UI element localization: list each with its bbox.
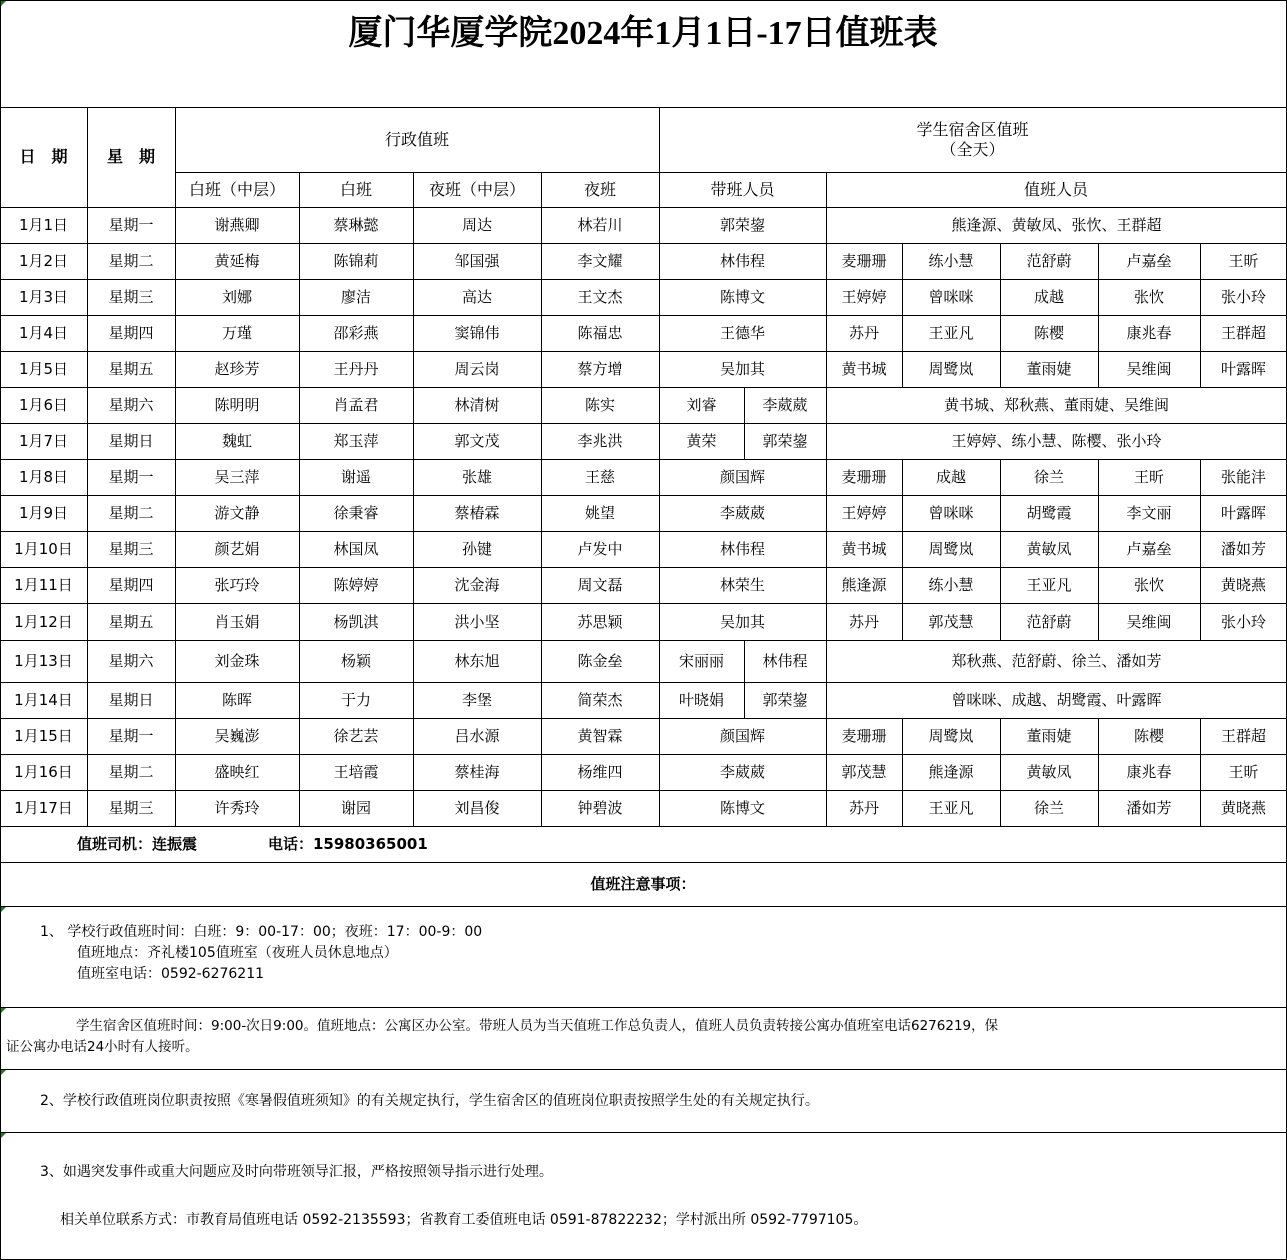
cell-marker	[1, 1008, 6, 1013]
staff-cell: 成越	[1000, 279, 1099, 316]
header-admin-duty: 行政值班	[175, 107, 660, 173]
note-1-line-1: 1、 学校行政值班时间：白班：9：00-17：00；夜班：17：00-9：00	[40, 924, 483, 940]
note-1-line-3: 值班室电话：0592-6276211	[77, 966, 265, 982]
leader-cell: 郭荣鋆	[744, 423, 827, 460]
header-dorm-duty	[659, 107, 1287, 173]
staff-cell: 周鹭岚	[902, 718, 1001, 755]
staff-cell: 吴维闽	[1098, 603, 1201, 641]
day-mid-cell: 游文静	[175, 495, 300, 532]
cell-marker	[1, 1133, 6, 1138]
night-mid-cell: 林东旭	[413, 640, 542, 683]
weekday-cell: 星期三	[87, 790, 176, 827]
day-mid-cell: 陈晖	[175, 682, 300, 719]
day-cell: 廖洁	[299, 279, 414, 316]
driver-name: 值班司机：连振震	[76, 835, 197, 853]
staff-cell: 王亚凡	[902, 790, 1001, 827]
staff-cell: 徐兰	[1000, 459, 1099, 496]
note-item-2	[0, 1069, 1287, 1133]
staff-cell: 郭茂慧	[902, 603, 1001, 641]
note-2-text: 2、学校行政值班岗位职责按照《寒暑假值班须知》的有关规定执行，学生宿舍区的值班岗位职责按照学生处的有关规定执行。	[40, 1093, 819, 1109]
header-weekday: 星 期	[87, 107, 176, 208]
night-mid-cell: 高达	[413, 279, 542, 316]
staff-cell: 胡鹭霞	[1000, 495, 1099, 532]
leader-cell: 黄荣	[659, 423, 745, 460]
staff-cell: 卢嘉垒	[1098, 243, 1201, 280]
day-cell: 徐艺芸	[299, 718, 414, 755]
day-cell: 邵彩燕	[299, 315, 414, 352]
day-mid-cell: 吴三萍	[175, 459, 300, 496]
staff-cell: 康兆春	[1098, 315, 1201, 352]
day-mid-cell: 张巧玲	[175, 567, 300, 604]
leader-cell: 宋丽丽	[659, 640, 745, 683]
night-cell: 陈金垒	[541, 640, 660, 683]
staff-cell: 黄敏凤	[1000, 531, 1099, 568]
weekday-cell: 星期日	[87, 682, 176, 719]
staff-cell: 王昕	[1200, 243, 1287, 280]
night-cell: 卢发中	[541, 531, 660, 568]
staff-cell: 吴维闽	[1098, 351, 1201, 388]
night-mid-cell: 孙键	[413, 531, 542, 568]
header-dorm-duty-title: 学生宿舍区值班	[916, 120, 1029, 140]
staff-cell: 熊逢源	[902, 754, 1001, 791]
date-cell: 1月8日	[0, 459, 88, 496]
day-cell: 蔡琳懿	[299, 207, 414, 244]
leader-cell: 颜国辉	[659, 459, 827, 496]
day-cell: 王培霞	[299, 754, 414, 791]
night-cell: 林若川	[541, 207, 660, 244]
leader-cell: 林伟程	[659, 531, 827, 568]
cell-marker	[1, 1070, 6, 1075]
weekday-cell: 星期一	[87, 207, 176, 244]
day-cell: 陈锦莉	[299, 243, 414, 280]
staff-cell: 叶露晖	[1200, 495, 1287, 532]
night-cell: 李文耀	[541, 243, 660, 280]
night-mid-cell: 刘昌俊	[413, 790, 542, 827]
date-cell: 1月7日	[0, 423, 88, 460]
weekday-cell: 星期一	[87, 459, 176, 496]
date-cell: 1月14日	[0, 682, 88, 719]
day-mid-cell: 魏虹	[175, 423, 300, 460]
staff-cell: 黄晓燕	[1200, 790, 1287, 827]
weekday-cell: 星期三	[87, 531, 176, 568]
staff-cell: 李文丽	[1098, 495, 1201, 532]
staff-cell: 陈樱	[1098, 718, 1201, 755]
day-cell: 徐秉睿	[299, 495, 414, 532]
leader-cell: 林伟程	[659, 243, 827, 280]
contacts-text: 相关单位联系方式：市教育局值班电话 0592-2135593；省教育工委值班电话 0591-87822232；学村派出所 0592-7797105。	[60, 1212, 868, 1228]
weekday-cell: 星期五	[87, 351, 176, 388]
night-cell: 苏思颖	[541, 603, 660, 641]
night-cell: 姚望	[541, 495, 660, 532]
night-mid-cell: 吕水源	[413, 718, 542, 755]
staff-cell: 苏丹	[826, 315, 903, 352]
staff-cell: 康兆春	[1098, 754, 1201, 791]
staff-cell: 曾咪咪、成越、胡鹭霞、叶露晖	[826, 682, 1287, 719]
staff-cell: 练小慧	[902, 243, 1001, 280]
night-cell: 钟碧波	[541, 790, 660, 827]
day-cell: 郑玉萍	[299, 423, 414, 460]
staff-cell: 曾咪咪	[902, 279, 1001, 316]
night-cell: 周文磊	[541, 567, 660, 604]
day-cell: 谢遥	[299, 459, 414, 496]
weekday-cell: 星期四	[87, 567, 176, 604]
date-cell: 1月6日	[0, 387, 88, 424]
night-mid-cell: 张雄	[413, 459, 542, 496]
date-cell: 1月4日	[0, 315, 88, 352]
night-mid-cell: 邹国强	[413, 243, 542, 280]
staff-cell: 王婷婷、练小慧、陈樱、张小玲	[826, 423, 1287, 460]
date-cell: 1月2日	[0, 243, 88, 280]
staff-cell: 陈樱	[1000, 315, 1099, 352]
staff-cell: 熊逢源	[826, 567, 903, 604]
night-mid-cell: 蔡椿霖	[413, 495, 542, 532]
day-mid-cell: 黄延梅	[175, 243, 300, 280]
note-dorm-line-1: 学生宿舍区值班时间：9:00-次日9:00。值班地点：公寓区办公室。带班人员为当天值班工作总负责人，值班人员负责转接公寓办值班室电话6276219，保	[76, 1018, 999, 1034]
staff-cell: 周鹭岚	[902, 351, 1001, 388]
night-mid-cell: 洪小坚	[413, 603, 542, 641]
cell-marker	[1, 1, 6, 6]
staff-cell: 张小玲	[1200, 279, 1287, 316]
staff-cell: 练小慧	[902, 567, 1001, 604]
date-cell: 1月1日	[0, 207, 88, 244]
night-cell: 简荣杰	[541, 682, 660, 719]
header-dorm-duty-subtitle: （全天）	[940, 139, 1005, 159]
staff-cell: 曾咪咪	[902, 495, 1001, 532]
staff-cell: 张能沣	[1200, 459, 1287, 496]
leader-cell: 陈博文	[659, 279, 827, 316]
date-cell: 1月17日	[0, 790, 88, 827]
weekday-cell: 星期二	[87, 243, 176, 280]
weekday-cell: 星期二	[87, 754, 176, 791]
staff-cell: 王群超	[1200, 718, 1287, 755]
night-cell: 李兆洪	[541, 423, 660, 460]
staff-cell: 苏丹	[826, 790, 903, 827]
staff-cell: 黄书城	[826, 351, 903, 388]
staff-cell: 王婷婷	[826, 495, 903, 532]
leader-cell: 李葳葳	[659, 495, 827, 532]
date-cell: 1月11日	[0, 567, 88, 604]
staff-cell: 张忺	[1098, 567, 1201, 604]
leader-cell: 郭荣鋆	[744, 682, 827, 719]
header-night: 夜班	[541, 172, 660, 208]
night-cell: 王慈	[541, 459, 660, 496]
weekday-cell: 星期六	[87, 640, 176, 683]
staff-cell: 王昕	[1098, 459, 1201, 496]
staff-cell: 黄书城、郑秋燕、董雨婕、吴维闽	[826, 387, 1287, 424]
staff-cell: 张小玲	[1200, 603, 1287, 641]
leader-cell: 颜国辉	[659, 718, 827, 755]
night-cell: 陈福忠	[541, 315, 660, 352]
staff-cell: 郭茂慧	[826, 754, 903, 791]
staff-cell: 潘如芳	[1098, 790, 1201, 827]
leader-cell: 林伟程	[744, 640, 827, 683]
day-cell: 谢园	[299, 790, 414, 827]
staff-cell: 熊逢源、黄敏凤、张忺、王群超	[826, 207, 1287, 244]
weekday-cell: 星期三	[87, 279, 176, 316]
staff-cell: 郑秋燕、范舒蔚、徐兰、潘如芳	[826, 640, 1287, 683]
note-dorm	[0, 1007, 1287, 1070]
day-mid-cell: 肖玉娟	[175, 603, 300, 641]
leader-cell: 王德华	[659, 315, 827, 352]
night-mid-cell: 窦锦伟	[413, 315, 542, 352]
staff-cell: 王亚凡	[902, 315, 1001, 352]
night-mid-cell: 周达	[413, 207, 542, 244]
header-day-mid: 白班（中层）	[175, 172, 300, 208]
date-cell: 1月15日	[0, 718, 88, 755]
night-mid-cell: 蔡桂海	[413, 754, 542, 791]
night-cell: 蔡方增	[541, 351, 660, 388]
leader-cell: 李葳葳	[659, 754, 827, 791]
staff-cell: 张忺	[1098, 279, 1201, 316]
note-dorm-line-2: 证公寓办电话24小时有人接听。	[6, 1039, 199, 1055]
weekday-cell: 星期一	[87, 718, 176, 755]
staff-cell: 范舒蔚	[1000, 243, 1099, 280]
staff-cell: 成越	[902, 459, 1001, 496]
date-cell: 1月16日	[0, 754, 88, 791]
cell-marker	[1, 907, 6, 912]
weekday-cell: 星期日	[87, 423, 176, 460]
day-mid-cell: 盛映红	[175, 754, 300, 791]
header-day: 白班	[299, 172, 414, 208]
weekday-cell: 星期六	[87, 387, 176, 424]
staff-cell: 王群超	[1200, 315, 1287, 352]
date-cell: 1月3日	[0, 279, 88, 316]
date-cell: 1月5日	[0, 351, 88, 388]
night-mid-cell: 沈金海	[413, 567, 542, 604]
night-mid-cell: 郭文茂	[413, 423, 542, 460]
night-mid-cell: 周云岗	[413, 351, 542, 388]
staff-cell: 王亚凡	[1000, 567, 1099, 604]
staff-cell: 麦珊珊	[826, 459, 903, 496]
night-cell: 杨维四	[541, 754, 660, 791]
day-mid-cell: 刘金珠	[175, 640, 300, 683]
header-night-mid: 夜班（中层）	[413, 172, 542, 208]
staff-cell: 王婷婷	[826, 279, 903, 316]
night-mid-cell: 李堡	[413, 682, 542, 719]
staff-cell: 黄书城	[826, 531, 903, 568]
night-cell: 陈实	[541, 387, 660, 424]
leader-cell: 吴加其	[659, 603, 827, 641]
night-cell: 黄智霖	[541, 718, 660, 755]
staff-cell: 卢嘉垒	[1098, 531, 1201, 568]
day-mid-cell: 赵珍芳	[175, 351, 300, 388]
note-1-line-2: 值班地点：齐礼楼105值班室（夜班人员休息地点）	[77, 945, 398, 961]
day-cell: 杨颖	[299, 640, 414, 683]
day-cell: 陈婷婷	[299, 567, 414, 604]
day-mid-cell: 许秀玲	[175, 790, 300, 827]
staff-cell: 董雨婕	[1000, 718, 1099, 755]
date-cell: 1月13日	[0, 640, 88, 683]
staff-cell: 麦珊珊	[826, 718, 903, 755]
leader-cell: 叶晓娟	[659, 682, 745, 719]
day-cell: 杨凯淇	[299, 603, 414, 641]
day-mid-cell: 万瑾	[175, 315, 300, 352]
day-cell: 于力	[299, 682, 414, 719]
night-cell: 王文杰	[541, 279, 660, 316]
staff-cell: 周鹭岚	[902, 531, 1001, 568]
staff-cell: 黄敏凤	[1000, 754, 1099, 791]
date-cell: 1月9日	[0, 495, 88, 532]
staff-cell: 苏丹	[826, 603, 903, 641]
date-cell: 1月12日	[0, 603, 88, 641]
header-date: 日 期	[0, 107, 88, 208]
weekday-cell: 星期五	[87, 603, 176, 641]
notes-heading: 值班注意事项：	[0, 862, 1287, 907]
leader-cell: 刘睿	[659, 387, 745, 424]
day-mid-cell: 陈明明	[175, 387, 300, 424]
header-leader: 带班人员	[659, 172, 827, 208]
staff-cell: 麦珊珊	[826, 243, 903, 280]
leader-cell: 郭荣鋆	[659, 207, 827, 244]
staff-cell: 董雨婕	[1000, 351, 1099, 388]
day-mid-cell: 颜艺娟	[175, 531, 300, 568]
note-item-3	[0, 1132, 1287, 1260]
weekday-cell: 星期二	[87, 495, 176, 532]
day-cell: 肖孟君	[299, 387, 414, 424]
day-cell: 林国凤	[299, 531, 414, 568]
day-mid-cell: 吴巍澎	[175, 718, 300, 755]
driver-phone: 电话：15980365001	[268, 835, 428, 853]
day-mid-cell: 谢燕卿	[175, 207, 300, 244]
leader-cell: 林荣生	[659, 567, 827, 604]
page-title: 厦门华厦学院2024年1月1日-17日值班表	[0, 0, 1287, 108]
leader-cell: 陈博文	[659, 790, 827, 827]
driver-row	[0, 826, 1287, 863]
note-item-1	[0, 906, 1287, 1008]
date-cell: 1月10日	[0, 531, 88, 568]
day-cell: 王丹丹	[299, 351, 414, 388]
staff-cell: 范舒蔚	[1000, 603, 1099, 641]
night-mid-cell: 林清树	[413, 387, 542, 424]
staff-cell: 王昕	[1200, 754, 1287, 791]
staff-cell: 潘如芳	[1200, 531, 1287, 568]
staff-cell: 黄晓燕	[1200, 567, 1287, 604]
staff-cell: 徐兰	[1000, 790, 1099, 827]
staff-cell: 叶露晖	[1200, 351, 1287, 388]
weekday-cell: 星期四	[87, 315, 176, 352]
leader-cell: 李葳葳	[744, 387, 827, 424]
header-staff: 值班人员	[826, 172, 1287, 208]
day-mid-cell: 刘娜	[175, 279, 300, 316]
leader-cell: 吴加其	[659, 351, 827, 388]
note-3-text: 3、如遇突发事件或重大问题应及时向带班领导汇报，严格按照领导指示进行处理。	[40, 1164, 553, 1180]
